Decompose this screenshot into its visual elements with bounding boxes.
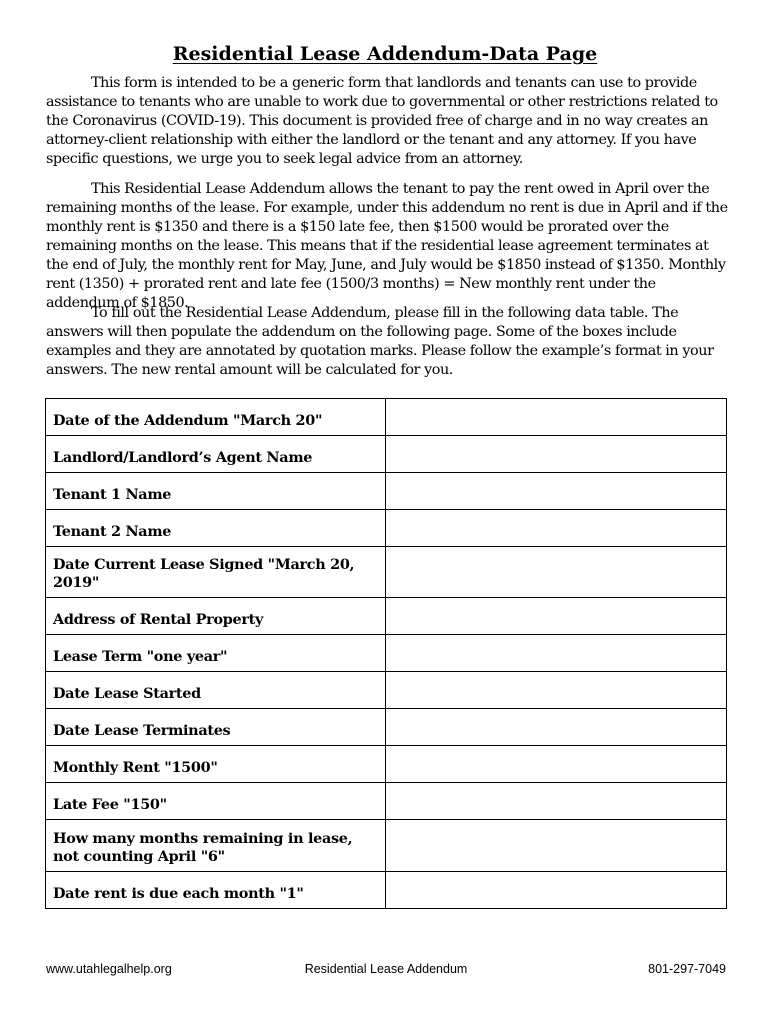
row-value-cell[interactable] [386, 436, 727, 473]
late-fee-label: Late Fee "150" [53, 796, 167, 813]
monthly-rent-input[interactable] [386, 756, 726, 772]
addendum-date-input[interactable] [386, 409, 726, 425]
table-row [46, 547, 727, 598]
lease-end-date-input[interactable] [386, 719, 726, 735]
row-label-cell [46, 783, 386, 820]
row-value-cell[interactable] [386, 510, 727, 547]
monthly-rent-label: Monthly Rent "1500" [53, 759, 218, 776]
row-value-cell[interactable] [386, 473, 727, 510]
row-value-cell[interactable] [386, 672, 727, 709]
row-value-cell[interactable] [386, 709, 727, 746]
landlord-name-input[interactable] [386, 446, 726, 462]
row-label-cell [46, 547, 386, 598]
months-remaining-input[interactable] [386, 838, 726, 854]
lease-start-date-input[interactable] [386, 682, 726, 698]
row-value-cell[interactable] [386, 783, 727, 820]
lease-data-table [45, 398, 727, 909]
row-label-cell [46, 820, 386, 872]
page-footer [46, 960, 726, 978]
lease-signed-date-label: Date Current Lease Signed "March 20, 2019" [53, 556, 355, 591]
tenant-2-name-label: Tenant 2 Name [53, 523, 172, 540]
tenant-1-name-input[interactable] [386, 483, 726, 499]
row-label-cell [46, 436, 386, 473]
row-label-cell [46, 872, 386, 909]
table-row [46, 399, 727, 436]
late-fee-input[interactable] [386, 793, 726, 809]
row-value-cell[interactable] [386, 872, 727, 909]
row-value-cell[interactable] [386, 635, 727, 672]
row-value-cell[interactable] [386, 399, 727, 436]
table-row [46, 783, 727, 820]
table-row [46, 746, 727, 783]
months-remaining-label: How many months remaining in lease, not counting April "6" [53, 830, 353, 865]
table-row [46, 820, 727, 872]
rental-address-label: Address of Rental Property [53, 611, 264, 628]
row-value-cell[interactable] [386, 598, 727, 635]
row-label-cell [46, 473, 386, 510]
intro-paragraph-3: To fill out the Residential Lease Addendum, please fill in the following data table. The answers will then populate the addendum on the following page. Some of the boxes include examples and they are annotated by quotation marks. Please follow the example’s format in your answers. The new rental amount will be calculated for you. [46, 305, 714, 378]
table-row [46, 872, 727, 909]
row-label-cell [46, 635, 386, 672]
table-row [46, 672, 727, 709]
row-value-cell[interactable] [386, 746, 727, 783]
row-label-cell [46, 510, 386, 547]
row-value-cell[interactable] [386, 547, 727, 598]
rent-due-day-label: Date rent is due each month "1" [53, 885, 304, 902]
footer-document-name: Residential Lease Addendum [304, 962, 468, 976]
footer-website: www.utahlegalhelp.org [46, 962, 172, 976]
rent-due-day-input[interactable] [386, 882, 726, 898]
table-row [46, 709, 727, 746]
table-row [46, 635, 727, 672]
intro-paragraph-2: This Residential Lease Addendum allows the tenant to pay the rent owed in April over the remaining months of the lease. For example, under this addendum no rent is due in April and if the monthly rent is $1350 and there is a $150 late fee, then $1500 would be prorated over the remaining months on the lease. This means that if the residential lease agreement terminates at the end of July, the monthly rent for May, June, and July would be $1850 instead of $1350. Monthly rent (1350) + prorated rent and late fee (1500/3 months) = New monthly rent under the addendum of $1850. [46, 181, 728, 311]
intro-paragraph-1: This form is intended to be a generic form that landlords and tenants can use to provide assistance to tenants who are unable to work due to governmental or other restrictions related to the Coronavirus (COVID-19). This document is provided free of charge and in no way creates an attorney-client relationship with either the landlord or the tenant and any attorney. If you have specific questions, we urge you to seek legal advice from an attorney. [46, 75, 718, 167]
addendum-date-label: Date of the Addendum "March 20" [53, 412, 323, 429]
lease-signed-date-input[interactable] [386, 564, 726, 580]
lease-end-date-label: Date Lease Terminates [53, 722, 231, 739]
footer-phone: 801-297-7049 [648, 962, 726, 976]
row-label-cell [46, 598, 386, 635]
table-row [46, 436, 727, 473]
lease-term-input[interactable] [386, 645, 726, 661]
row-label-cell [46, 746, 386, 783]
row-value-cell[interactable] [386, 820, 727, 872]
table-row [46, 473, 727, 510]
row-label-cell [46, 399, 386, 436]
lease-start-date-label: Date Lease Started [53, 685, 201, 702]
rental-address-input[interactable] [386, 608, 726, 624]
row-label-cell [46, 672, 386, 709]
table-row [46, 510, 727, 547]
tenant-2-name-input[interactable] [386, 520, 726, 536]
landlord-name-label: Landlord/Landlord’s Agent Name [53, 449, 313, 466]
tenant-1-name-label: Tenant 1 Name [53, 486, 172, 503]
table-row [46, 598, 727, 635]
page-title: Residential Lease Addendum-Data Page [172, 43, 598, 65]
row-label-cell [46, 709, 386, 746]
lease-term-label: Lease Term "one year" [53, 648, 228, 665]
